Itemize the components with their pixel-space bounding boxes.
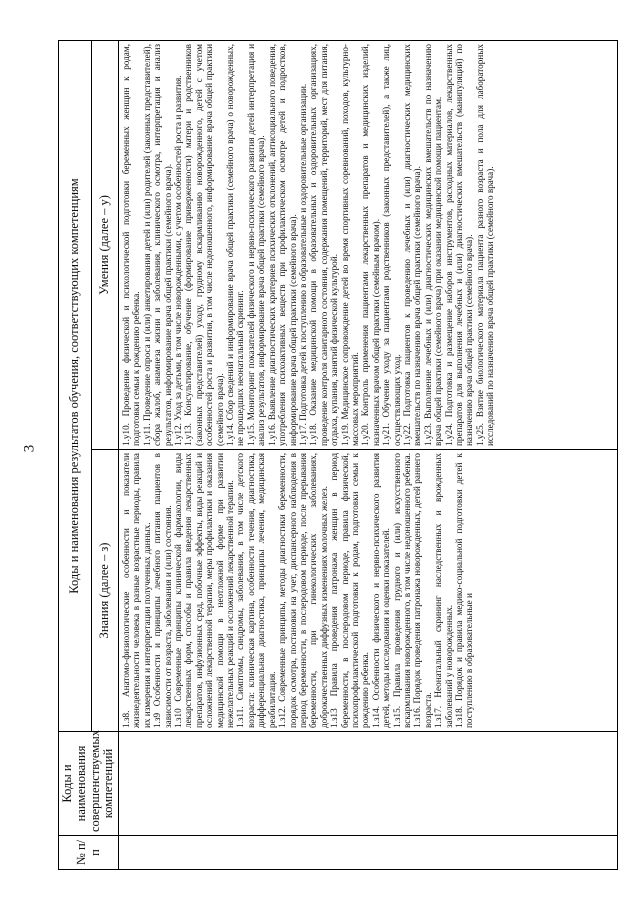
skill-item: 1.у15. Мониторинг показателей физического и нервно-психического развития детей интерпретация и анализ результатов, информирование врача общей практики (семейного врача). xyxy=(245,44,267,446)
skill-item: 1.у19. Медицинское сопровождение детей во время спортивных соревнований, походов, культурно-массовых мероприятий. xyxy=(339,44,360,446)
knowledge-item: 1.з13 Правила проведения патронажа женщин в период беременности, в послеродовом периоде, правила физической, психопрофилактической подготовки к родам, подготовки семьи к рождению ребенка. xyxy=(329,453,371,728)
rotated-table-container xyxy=(58,40,618,870)
skill-item: 1.у16. Выявление диагностических критериев психических отклонений, антисоциального поведения, употребления психоактивных веществ при профилактическом осмотре детей и подростков, информирование врача общей практики (семейного врача). xyxy=(266,44,298,446)
header-competency-codes: Коды и наименования совершенствуемых компетенций xyxy=(59,732,119,836)
skill-item: 1.у23. Выполнение лечебных и (или) диагностических медицинских вмешательств по назначению врача общей практики (семейного врача) при оказании медицинской помощи пациентам. xyxy=(422,44,444,446)
knowledge-item: 1.з9 Особенности и принципы лечебного питания пациентов в зависимости от возраста, заболевания и (или) состояния. xyxy=(152,453,173,728)
skill-item: 1.у14. Сбор сведений и информирование врача общей практики (семейного врача) о новорожденных, не прошедших неонатальный скрининг. xyxy=(225,44,246,446)
skill-item: 1.у24. Подготовка и размещение наборов инструментов, расходных материалов, лекарственных препаратов для выполнения лечебных и (или) диагностических вмешательств (манипуляций) по назначению врача общей практики (семейного врача). xyxy=(443,44,475,446)
skill-item: 1.у13. Консультирование, обучение (формирование приверженности) матери и родственников (законных представителей) уходу, грудному вскармливанию новорожденного, детей с учетом особенностей роста и развития, в том числе недоношенного, информирование врача общей практики (семейного врача). xyxy=(183,44,225,446)
knowledge-item: 1.з10 Современные принципы клинической фармакологии, виды лекарственных форм, способы и правила введения лекарственных препаратов, инфузионных сред, побочные эффекты, виды реакций и осложнений лекарственной терапии, меры профилактики и оказания медицинской помощи в неотложной форме при развитии нежелательных реакций и осложнений лекарственной терапии. xyxy=(173,453,236,728)
knowledge-item: 1.з11. Симптомы, синдромы, заболевания, в том числе детского возраста: клиническая картина, особенности течения, диагностика, дифференциальная диагностика, принципы лечения, медицинская реабилитация. xyxy=(235,453,277,728)
knowledge-item: 1.з12. Современные принципы, методы диагностики беременности, порядок осмотра, постановки на учет, диспансерного наблюдения в период беременности, в послеродовом периоде, после прерывания беременности, при гинекологических заболеваниях, доброкачественных диффузных изменениях молочных желез. xyxy=(277,453,329,728)
skill-item: 1.у22. Подготовка пациентов к проведению лечебных и (или) диагностических медицинских вмешательств по назначению врача общей практики (семейного врача). xyxy=(401,44,423,446)
header-results: Коды и наименования результатов обучения, соответствующих компетенциям xyxy=(59,41,92,732)
skill-item: 1.у12. Уход за детьми, в том числе новорожденными, с учетом особенностей роста и развития. xyxy=(173,75,184,446)
cell-number xyxy=(119,836,618,870)
skill-item: 1.у11. Проведение опроса и (или) анкетирования детей и (или) родителей (законных представителей), сбора жалоб, анамнеза жизни и заболевания, клинического осмотра, интерпретация и анализ результатов, информирование врача общей практики (семейного врача). xyxy=(141,44,173,446)
cell-skills xyxy=(119,41,618,450)
knowledge-item: 1.з18. Порядок и правила медико-социальной подготовки детей к поступлению в образовательные и xyxy=(454,453,475,728)
knowledge-item: 1.з15. Правила проведения грудного и (или) искусственного вскармливания новорожденного, в том числе недоношенного ребенка. xyxy=(391,453,412,728)
page-number: 3 xyxy=(21,444,38,453)
header-knowledge: Знания (далее – з) xyxy=(91,450,119,732)
header-skills: Умения (далее – у) xyxy=(91,41,119,450)
header-number: № п/п xyxy=(59,836,119,870)
knowledge-item: 1.з16. Порядок проведения патронажа новорожденных, детей раннего возраста. xyxy=(412,453,433,728)
table-header-row xyxy=(59,41,92,870)
skill-item: 1.у21. Обучение уходу за пациентами родственников (законных представителей), а также лиц, осуществляющих уход. xyxy=(381,44,402,446)
knowledge-item: 1.з14. Особенности физического и нервно-психического развития детей, методы исследования и оценки показателей. xyxy=(370,453,392,728)
cell-knowledge xyxy=(119,450,618,732)
skill-item: 1.у25. Взятие биологического материала пациента разного возраста и пола для лабораторных исследований по назначению врача общей практики (семейного врача). xyxy=(474,44,496,446)
cell-codes xyxy=(119,732,618,836)
knowledge-item: 1.з17. Неонатальный скрининг наследственных и врожденных заболеваний у новорожденных. xyxy=(433,453,454,728)
knowledge-item: 1.з8. Анатомо-физиологические особенности и показатели жизнедеятельности человека в разные возрастные периоды, правила их измерения и интерпретации полученных данных. xyxy=(121,453,152,728)
skill-item: 1.у20. Контроль применения пациентами лекарственных препаратов и медицинских изделий, назначенных врачом общей практики (семейным врачом). xyxy=(360,44,381,446)
skill-item: 1.у18. Оказание медицинской помощи в образовательных и оздоровительных организациях, проведение контроля санитарного состояния, содержания помещений, территорий, мест для питания, отдыха, купания, занятий физической культурой. xyxy=(308,44,340,446)
skill-item: 1.у17. Подготовка детей к поступлению в образовательные и оздоровительные организации. xyxy=(297,83,308,446)
competencies-table xyxy=(58,40,618,870)
table-row xyxy=(119,41,618,870)
skill-item: 1.у10. Проведение физической и психологической подготовки беременных женщин к родам, подготовки семьи к рождению ребенка. xyxy=(121,44,142,446)
